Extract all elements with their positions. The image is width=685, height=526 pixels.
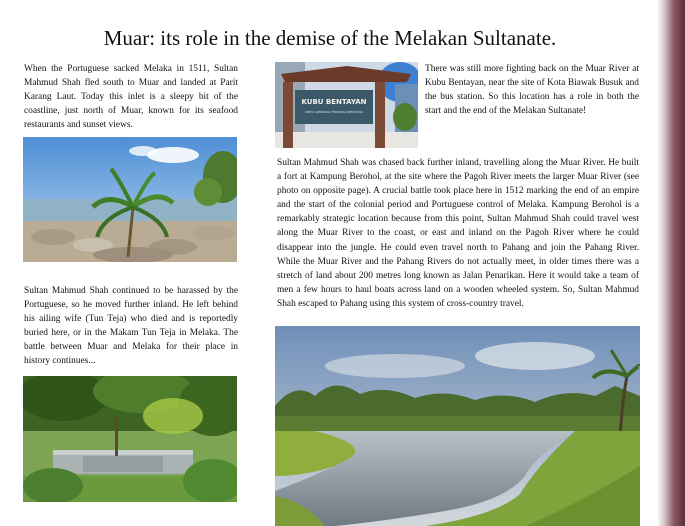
paragraph-kubu-bentayan: There was still more fighting back on the Muar River at Kubu Bentayan, near the site of Kota Biawak Busuk and the bus station. So this location has a role in both the start and the end of the Melakan Sultanate! xyxy=(425,64,639,117)
sign-text-sub: PINTU GERBANG TERMINAL BENTAYAN xyxy=(305,110,363,114)
page-title: Muar: its role in the demise of the Melakan Sultanate. xyxy=(103,26,557,50)
garden-grave-photo xyxy=(23,376,237,502)
page-edge-shadow xyxy=(657,0,685,526)
sign-text-main: KUBU BENTAYAN xyxy=(301,98,367,106)
kubu-bentayan-sign-photo xyxy=(275,62,418,148)
river-confluence-photo xyxy=(275,326,640,526)
paragraph-parit-karang-laut: When the Portuguese sacked Melaka in 1511, Sultan Mahmud Shah fled south to Muar and landed at Parit Karang Laut. Today this inlet is a sleepy bit of the coastline, just north of Muar, known for its seafood restaurants and sunset views. xyxy=(24,64,238,131)
coastline-photo xyxy=(23,137,237,262)
paragraph-kampung-berohol: Sultan Mahmud Shah was chased back further inland, travelling along the Muar River. He built a fort at Kampung Berohol, at the site where the Pagoh River meets the larger Muar River (see photo on opposite page). A crucial battle took place here in 1512 marking the end of an empire and the start of the colonial period and Portuguese control of Melaka. Kampung Berohol is a remarkably strategic location because from this point, Sultan Mahmud Shah could travel west along the Muar River to the coast, or east and inland on the Pagoh River where he could disappear into the jungle. He could even travel north to Pahang and join the Pahang River. While the Muar River and the Pahang Rivers do not actually meet, in older times there was a stretch of land about 200 metres long known as Jalan Penarikan. Here it would take a team of men a few hours to haul boats across land on a wooden wheeled system. So, Sultan Mahmud Shah escaped to Pahang using this system of cross-country travel. xyxy=(277,158,639,309)
paragraph-tun-teja: Sultan Mahmud Shah continued to be harassed by the Portuguese, so he moved further inland. He left behind his ailing wife (Tun Teja) who died and is reportedly buried here, or in the Makam Tun Teja in Melaka. The battle between Muar and Melaka for their place in history continues... xyxy=(24,286,238,367)
